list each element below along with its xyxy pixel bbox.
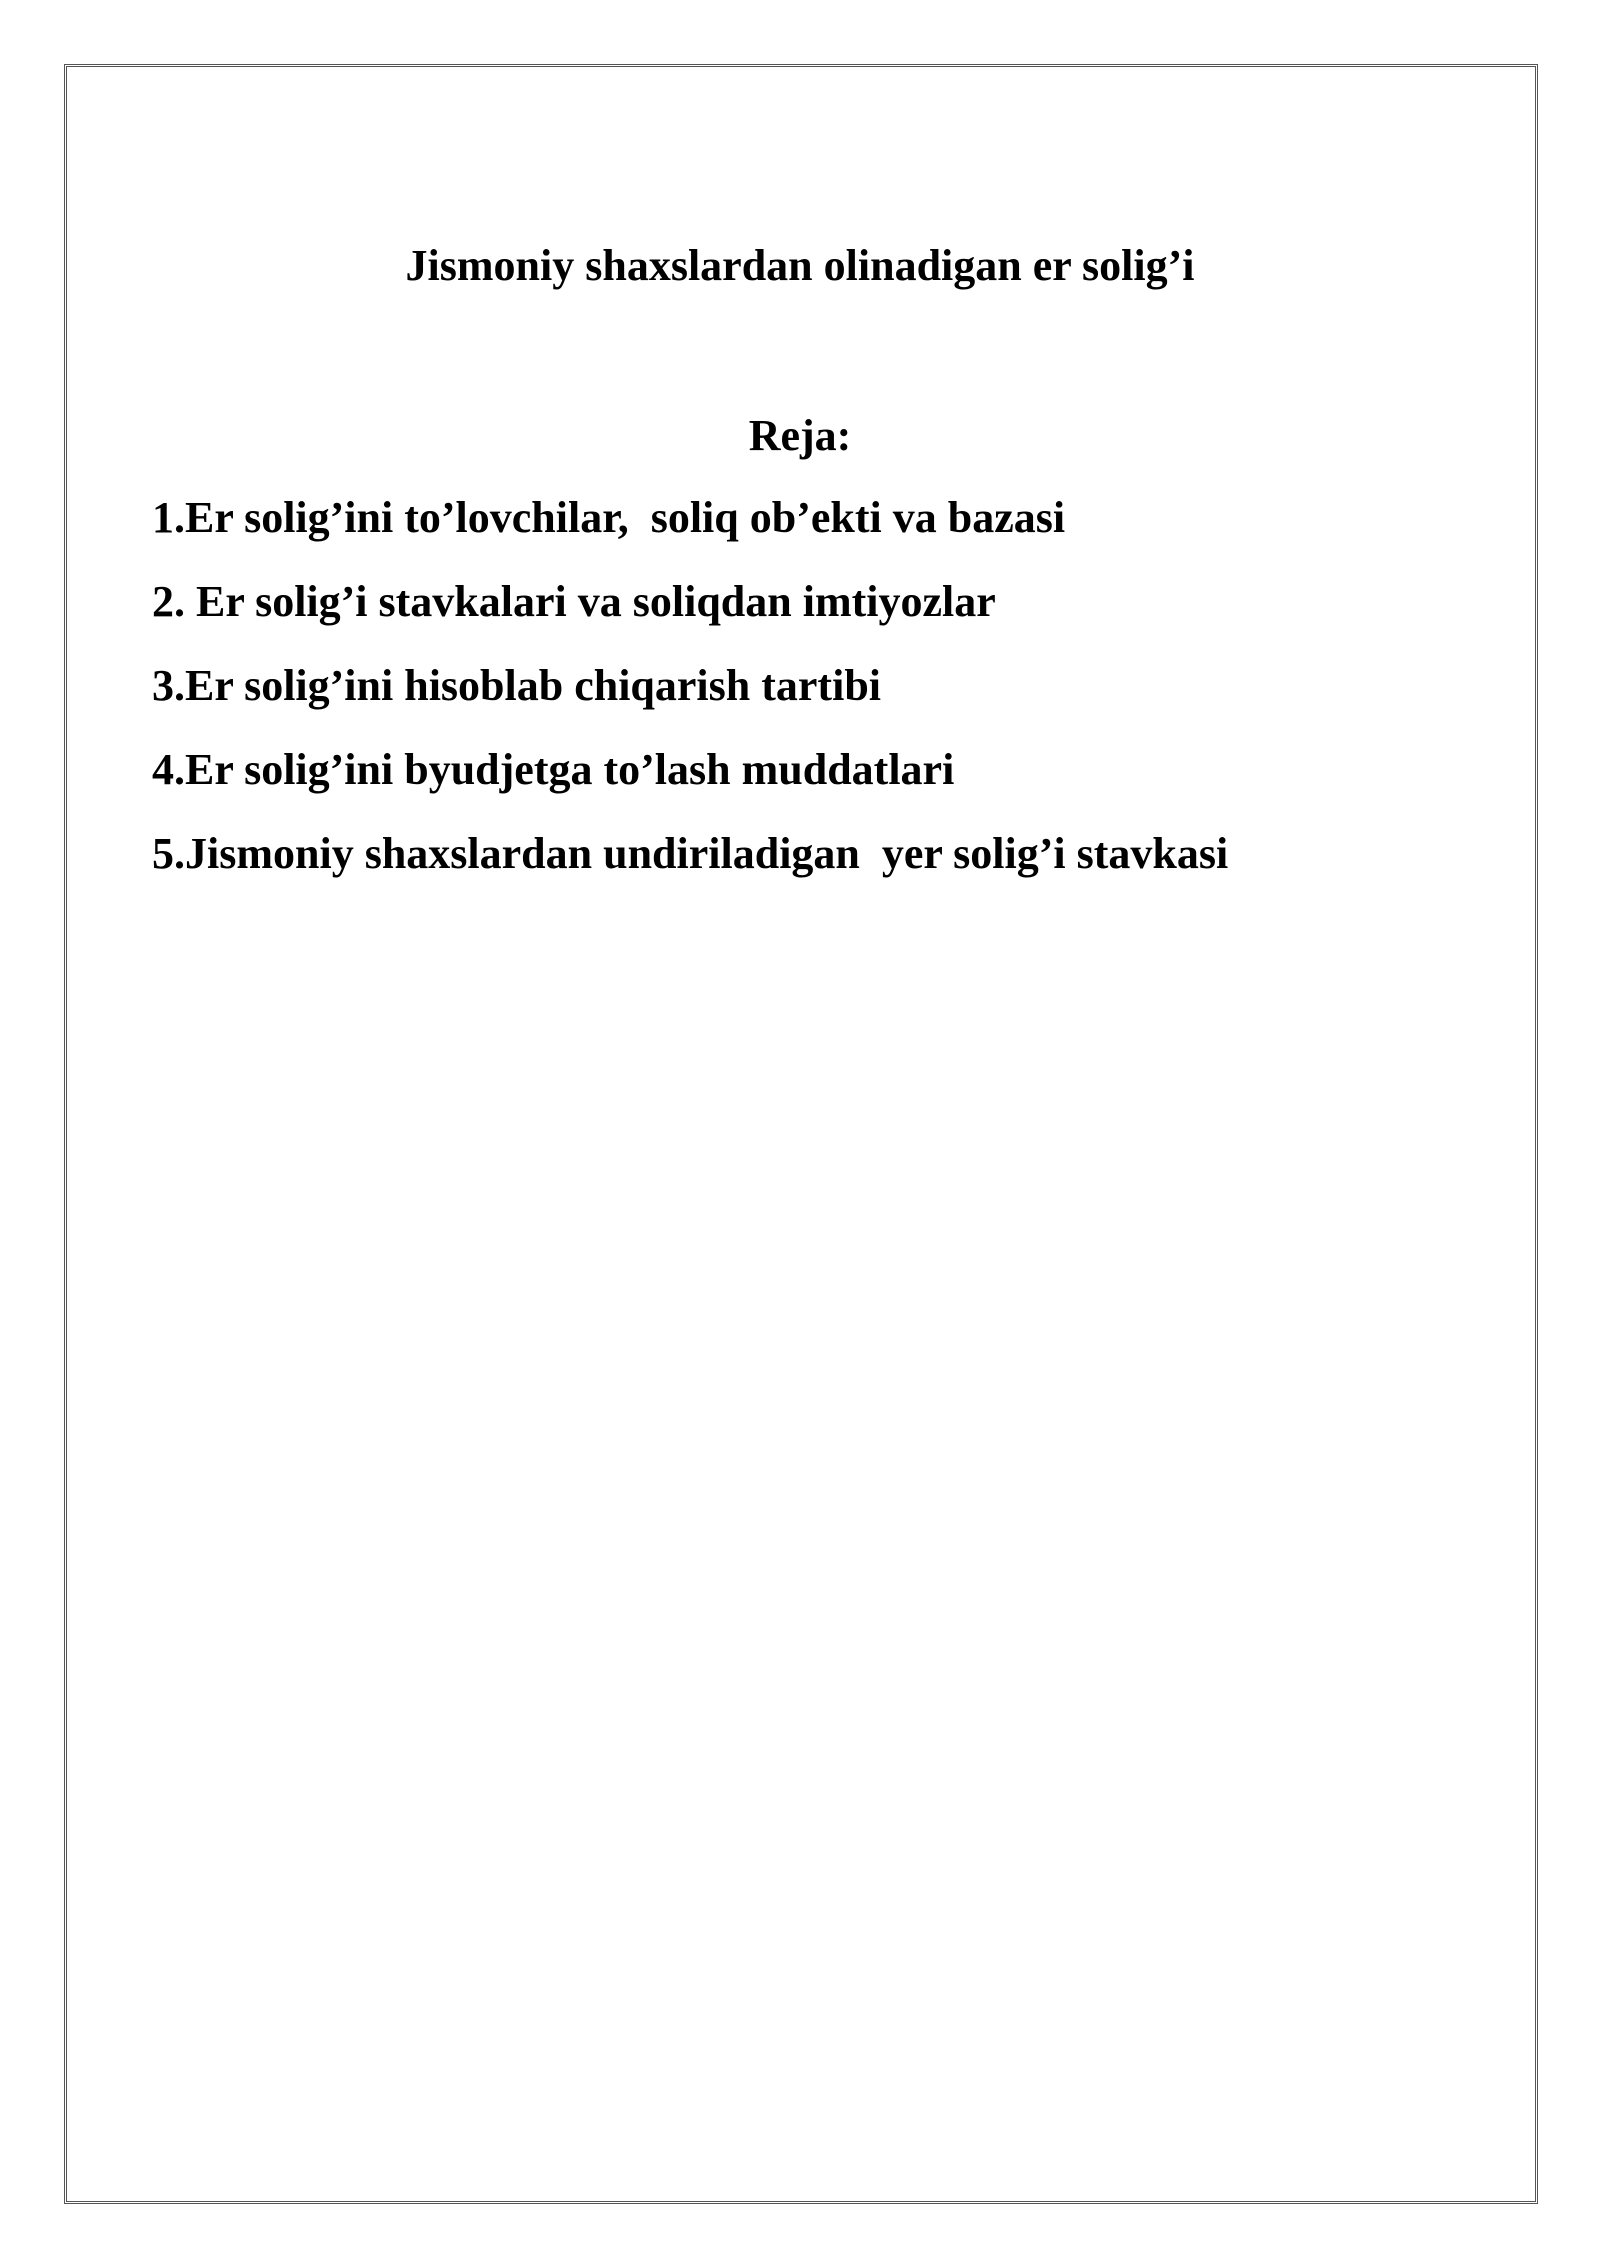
document-title: Jismoniy shaxslardan olinadigan er solig’i xyxy=(405,241,1195,290)
plan-list xyxy=(152,492,1452,912)
plan-item-2: 2. Er solig’i stavkalari va soliqdan imtiyozlar xyxy=(152,577,996,626)
plan-item-1: 1.Er solig’ini to’lovchilar, soliq ob’ekti va bazasi xyxy=(152,493,1066,542)
plan-heading: Reja: xyxy=(748,411,852,460)
page-border xyxy=(64,64,1538,2204)
plan-item-3: 3.Er solig’ini hisoblab chiqarish tartibi xyxy=(152,661,882,710)
plan-item-4: 4.Er solig’ini byudjetga to’lash muddatlari xyxy=(152,745,955,794)
plan-item-5: 5.Jismoniy shaxslardan undiriladigan yer solig’i stavkasi xyxy=(152,829,1229,878)
